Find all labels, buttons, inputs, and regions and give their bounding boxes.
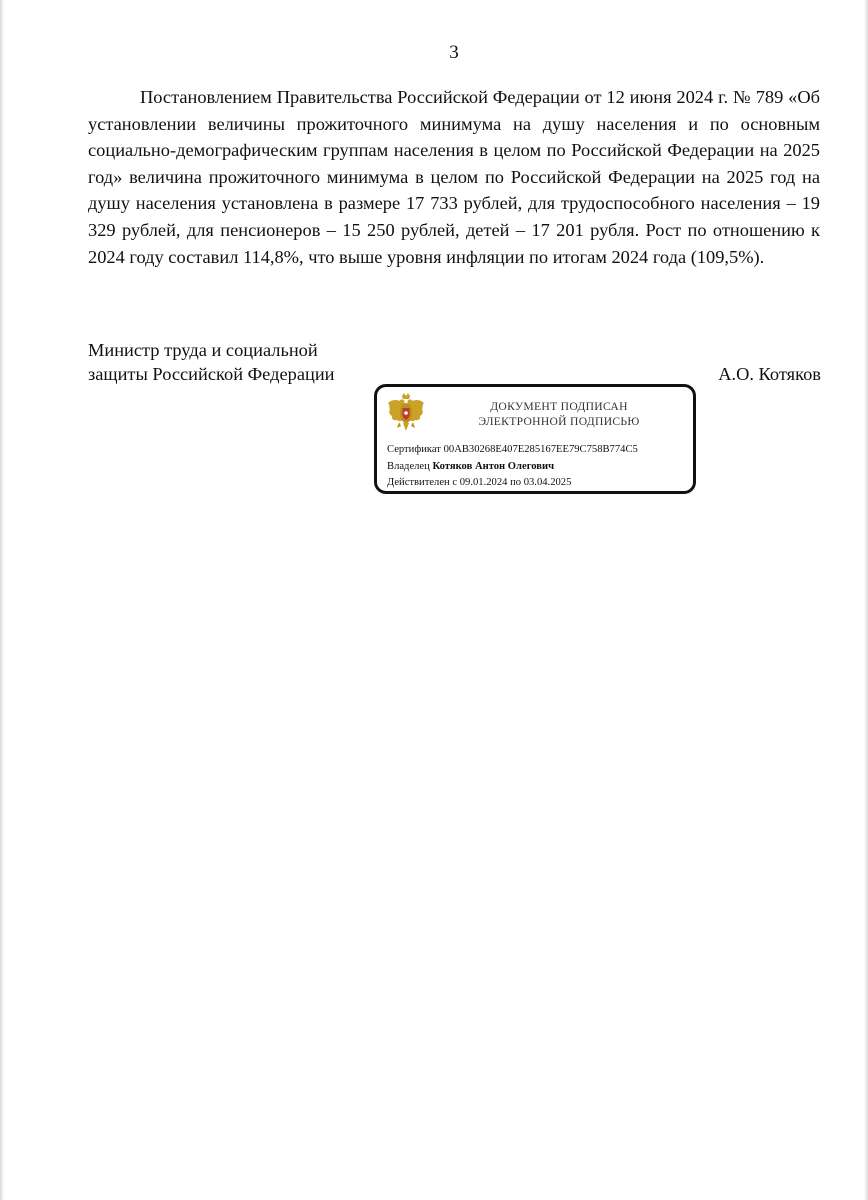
valid-to-word: по bbox=[510, 477, 522, 488]
page-number: 3 bbox=[449, 42, 459, 63]
stamp-heading-line1: ДОКУМЕНТ ПОДПИСАН bbox=[490, 400, 628, 413]
e-signature-stamp bbox=[374, 384, 696, 494]
body-paragraph: Постановлением Правительства Российской Федерации от 12 июня 2024 г. № 789 «Об установлении величины прожиточного минимума на душу населения и по основным социально-демографическим группам населения в целом по Российской Федерации на 2025 год» величина прожиточного минимума в целом по Российской Федерации на 2025 год на душу населения установлена в размере 17 733 рублей, для трудоспособного населения – 19 329 рублей, для пенсионеров – 15 250 рублей, детей – 17 201 рубля. Рост по отношению к 2024 году составил 114,8%, что выше уровня инфляции по итогам 2024 года (109,5%). bbox=[88, 87, 820, 267]
signer-position-line2: защиты Российской Федерации bbox=[88, 364, 335, 384]
signer-position bbox=[88, 338, 335, 386]
stamp-heading bbox=[429, 399, 689, 429]
certificate-row bbox=[387, 442, 638, 459]
russian-coat-of-arms-icon bbox=[387, 393, 425, 435]
owner-row bbox=[387, 459, 638, 476]
valid-to-date: 03.04.2025 bbox=[523, 477, 572, 488]
stamp-heading-line2: ЭЛЕКТРОННОЙ ПОДПИСЬЮ bbox=[478, 415, 640, 428]
stamp-details bbox=[387, 442, 638, 492]
certificate-value: 00AB30268E407E285167EE79C758B774C5 bbox=[443, 444, 638, 455]
valid-from-word: с bbox=[452, 477, 458, 488]
signer-name: А.О. Котяков bbox=[718, 364, 821, 384]
signer-position-line1: Министр труда и социальной bbox=[88, 340, 318, 360]
validity-row bbox=[387, 475, 638, 492]
page-edge-left bbox=[0, 0, 4, 1200]
owner-label: Владелец bbox=[387, 460, 430, 472]
page-edge-right bbox=[864, 0, 868, 1200]
valid-from-date: 09.01.2024 bbox=[459, 477, 508, 488]
certificate-label: Сертификат bbox=[387, 444, 441, 455]
owner-value: Котяков Антон Олегович bbox=[432, 460, 555, 472]
valid-label: Действителен bbox=[387, 477, 450, 488]
